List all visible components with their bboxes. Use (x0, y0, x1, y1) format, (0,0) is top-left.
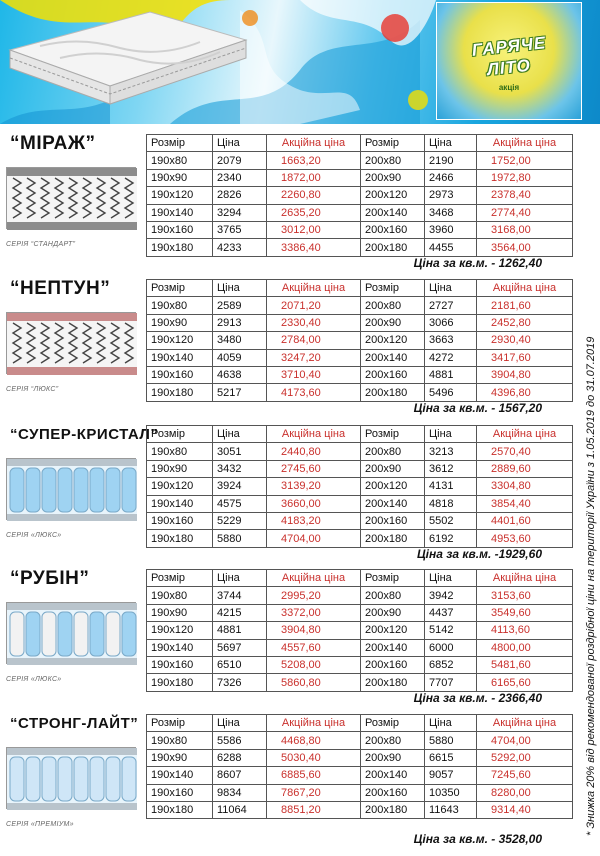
size-cell: 200х160 (361, 784, 425, 801)
price-cell: 2727 (425, 297, 477, 314)
sale-price-cell: 1872,00 (267, 169, 361, 186)
price-table (146, 425, 573, 548)
column-header-sale: Акційна ціна (267, 570, 361, 587)
table-row (147, 767, 573, 784)
size-cell: 200х160 (361, 656, 425, 673)
price-cell: 5496 (425, 384, 477, 401)
size-cell: 200х90 (361, 169, 425, 186)
table-header-row (147, 570, 573, 587)
price-cell: 11643 (425, 801, 477, 818)
table-row (147, 221, 573, 238)
mattress-cross-section-image (6, 167, 136, 229)
sale-price-cell: 3904,80 (477, 366, 573, 383)
sale-price-cell: 2440,80 (267, 443, 361, 460)
size-cell: 200х180 (361, 239, 425, 256)
price-cell: 5502 (425, 512, 477, 529)
price-per-sqm: Ціна за кв.м. -1929,60 (416, 547, 542, 561)
size-cell: 200х80 (361, 297, 425, 314)
sale-price-cell: 2181,60 (477, 297, 573, 314)
mattress-cross-section-image (6, 312, 136, 374)
sale-price-cell: 3564,00 (477, 239, 573, 256)
table-header-row (147, 426, 573, 443)
column-header-size: Розмір (147, 426, 213, 443)
table-row (147, 478, 573, 495)
product-section (0, 422, 580, 567)
promo-title-line1: ГАРЯЧЕ (470, 33, 548, 60)
product-series: СЕРІЯ «ЛЮКС» (6, 532, 62, 539)
price-cell: 3432 (213, 460, 267, 477)
price-cell: 4059 (213, 349, 267, 366)
column-header-size: Розмір (361, 715, 425, 732)
price-cell: 6615 (425, 749, 477, 766)
sale-price-cell: 2570,40 (477, 443, 573, 460)
price-cell: 5880 (213, 530, 267, 547)
column-header-price: Ціна (213, 715, 267, 732)
discount-footnote: * Знижка 20% від рекомендованої роздрібної ціни на території України з 1.05.2019 до 31.07.2019 (585, 336, 597, 836)
size-cell: 190х140 (147, 495, 213, 512)
size-cell: 200х80 (361, 587, 425, 604)
table-row (147, 587, 573, 604)
sale-price-cell: 3854,40 (477, 495, 573, 512)
size-cell: 190х180 (147, 239, 213, 256)
price-cell: 11064 (213, 801, 267, 818)
sale-price-cell: 3168,00 (477, 221, 573, 238)
sale-price-cell: 1663,20 (267, 152, 361, 169)
size-cell: 190х160 (147, 221, 213, 238)
price-cell: 8607 (213, 767, 267, 784)
price-cell: 5880 (425, 732, 477, 749)
price-cell: 6510 (213, 656, 267, 673)
price-cell: 4638 (213, 366, 267, 383)
sale-price-cell: 7867,20 (267, 784, 361, 801)
price-cell: 6192 (425, 530, 477, 547)
size-cell: 200х160 (361, 366, 425, 383)
price-cell: 4131 (425, 478, 477, 495)
price-cell: 3612 (425, 460, 477, 477)
column-header-sale: Акційна ціна (477, 426, 573, 443)
size-cell: 190х80 (147, 297, 213, 314)
mattress-cross-section-image (6, 602, 136, 664)
mattress-cross-section-image (6, 747, 136, 809)
price-cell: 3924 (213, 478, 267, 495)
size-cell: 200х90 (361, 604, 425, 621)
sale-price-cell: 3904,80 (267, 622, 361, 639)
size-cell: 190х180 (147, 801, 213, 818)
sale-price-cell: 5030,40 (267, 749, 361, 766)
sale-price-cell: 3304,80 (477, 478, 573, 495)
column-header-size: Розмір (147, 570, 213, 587)
sale-price-cell: 2930,40 (477, 332, 573, 349)
size-cell: 190х90 (147, 169, 213, 186)
column-header-sale: Акційна ціна (477, 715, 573, 732)
size-cell: 200х140 (361, 767, 425, 784)
table-row (147, 512, 573, 529)
price-cell: 4272 (425, 349, 477, 366)
sale-price-cell: 2071,20 (267, 297, 361, 314)
table-row (147, 384, 573, 401)
sale-price-cell: 2330,40 (267, 314, 361, 331)
sale-price-cell: 3372,00 (267, 604, 361, 621)
column-header-sale: Акційна ціна (267, 280, 361, 297)
column-header-sale: Акційна ціна (477, 280, 573, 297)
price-cell: 4437 (425, 604, 477, 621)
price-cell: 4881 (213, 622, 267, 639)
sale-price-cell: 2784,00 (267, 332, 361, 349)
sale-price-cell: 3012,00 (267, 221, 361, 238)
price-cell: 2826 (213, 187, 267, 204)
size-cell: 190х160 (147, 784, 213, 801)
product-name: “СТРОНГ-ЛАЙТ” (10, 715, 139, 732)
column-header-size: Розмір (147, 280, 213, 297)
size-cell: 190х80 (147, 152, 213, 169)
table-row (147, 332, 573, 349)
price-cell: 3213 (425, 443, 477, 460)
table-row (147, 674, 573, 691)
price-per-sqm: Ціна за кв.м. - 3528,00 (413, 832, 542, 846)
sale-price-cell: 4401,60 (477, 512, 573, 529)
price-cell: 10350 (425, 784, 477, 801)
size-cell: 200х180 (361, 674, 425, 691)
sale-price-cell: 3386,40 (267, 239, 361, 256)
sale-price-cell: 3247,20 (267, 349, 361, 366)
size-cell: 190х80 (147, 443, 213, 460)
table-row (147, 656, 573, 673)
price-cell: 5697 (213, 639, 267, 656)
sale-price-cell: 3549,60 (477, 604, 573, 621)
column-header-price: Ціна (425, 135, 477, 152)
price-cell: 3663 (425, 332, 477, 349)
price-cell: 3942 (425, 587, 477, 604)
sale-price-cell: 2745,60 (267, 460, 361, 477)
table-row (147, 204, 573, 221)
product-series: СЕРІЯ “СТАНДАРТ” (6, 241, 76, 248)
price-per-sqm: Ціна за кв.м. - 2366,40 (413, 691, 542, 705)
product-section (0, 566, 580, 711)
product-section (0, 276, 580, 421)
price-cell: 4455 (425, 239, 477, 256)
sale-price-cell: 4183,20 (267, 512, 361, 529)
size-cell: 200х180 (361, 384, 425, 401)
sale-price-cell: 6885,60 (267, 767, 361, 784)
size-cell: 200х80 (361, 152, 425, 169)
product-name: “СУПЕР-КРИСТАЛ” (10, 426, 159, 443)
table-row (147, 187, 573, 204)
sale-price-cell: 3139,20 (267, 478, 361, 495)
table-row (147, 443, 573, 460)
column-header-sale: Акційна ціна (267, 715, 361, 732)
price-per-sqm: Ціна за кв.м. - 1262,40 (413, 256, 542, 270)
table-row (147, 349, 573, 366)
size-cell: 190х140 (147, 204, 213, 221)
column-header-price: Ціна (425, 280, 477, 297)
price-cell: 6000 (425, 639, 477, 656)
size-cell: 190х140 (147, 767, 213, 784)
sale-price-cell: 2635,20 (267, 204, 361, 221)
sale-price-cell: 4557,60 (267, 639, 361, 656)
size-cell: 190х120 (147, 187, 213, 204)
sale-price-cell: 4113,60 (477, 622, 573, 639)
column-header-size: Розмір (147, 715, 213, 732)
column-header-sale: Акційна ціна (477, 135, 573, 152)
price-cell: 3066 (425, 314, 477, 331)
promo-banner (0, 0, 600, 124)
price-cell: 4818 (425, 495, 477, 512)
price-cell: 4881 (425, 366, 477, 383)
sale-price-cell: 5860,80 (267, 674, 361, 691)
sale-price-cell: 4704,00 (267, 530, 361, 547)
sale-price-cell: 3660,00 (267, 495, 361, 512)
size-cell: 200х90 (361, 460, 425, 477)
sale-price-cell: 3417,60 (477, 349, 573, 366)
size-cell: 200х120 (361, 478, 425, 495)
size-cell: 200х140 (361, 204, 425, 221)
sale-price-cell: 3710,40 (267, 366, 361, 383)
price-cell: 2079 (213, 152, 267, 169)
price-cell: 2973 (425, 187, 477, 204)
price-cell: 4215 (213, 604, 267, 621)
size-cell: 200х180 (361, 530, 425, 547)
price-cell: 6288 (213, 749, 267, 766)
table-header-row (147, 280, 573, 297)
column-header-sale: Акційна ціна (267, 135, 361, 152)
price-cell: 5217 (213, 384, 267, 401)
sale-price-cell: 2889,60 (477, 460, 573, 477)
table-row (147, 239, 573, 256)
price-table (146, 569, 573, 692)
price-per-sqm: Ціна за кв.м. - 1567,20 (413, 401, 542, 415)
size-cell: 190х160 (147, 366, 213, 383)
size-cell: 190х160 (147, 512, 213, 529)
price-cell: 4575 (213, 495, 267, 512)
price-cell: 3744 (213, 587, 267, 604)
size-cell: 190х180 (147, 384, 213, 401)
product-name: “РУБІН” (10, 568, 90, 589)
column-header-price: Ціна (213, 135, 267, 152)
column-header-size: Розмір (361, 426, 425, 443)
price-table (146, 714, 573, 819)
column-header-size: Розмір (361, 135, 425, 152)
table-row (147, 801, 573, 818)
size-cell: 200х160 (361, 512, 425, 529)
mattress-image (0, 0, 250, 108)
size-cell: 200х160 (361, 221, 425, 238)
size-cell: 190х160 (147, 656, 213, 673)
sale-price-cell: 2452,80 (477, 314, 573, 331)
size-cell: 190х90 (147, 749, 213, 766)
price-cell: 9834 (213, 784, 267, 801)
size-cell: 200х90 (361, 314, 425, 331)
sale-price-cell: 4468,80 (267, 732, 361, 749)
promo-subtitle: акція (498, 83, 520, 92)
product-series: СЕРІЯ «ПРЕМІУМ» (6, 821, 74, 828)
size-cell: 190х120 (147, 332, 213, 349)
sale-price-cell: 2995,20 (267, 587, 361, 604)
mattress-cross-section-image (6, 458, 136, 520)
price-cell: 2913 (213, 314, 267, 331)
column-header-size: Розмір (361, 280, 425, 297)
sale-price-cell: 3153,60 (477, 587, 573, 604)
table-row (147, 639, 573, 656)
size-cell: 200х140 (361, 349, 425, 366)
size-cell: 190х180 (147, 530, 213, 547)
price-cell: 3468 (425, 204, 477, 221)
product-name: “МІРАЖ” (10, 133, 96, 154)
price-cell: 2466 (425, 169, 477, 186)
price-cell: 5229 (213, 512, 267, 529)
size-cell: 190х180 (147, 674, 213, 691)
size-cell: 200х120 (361, 622, 425, 639)
promo-badge (436, 2, 582, 120)
column-header-price: Ціна (425, 570, 477, 587)
sale-price-cell: 6165,60 (477, 674, 573, 691)
size-cell: 190х120 (147, 478, 213, 495)
column-header-price: Ціна (425, 426, 477, 443)
table-row (147, 530, 573, 547)
price-cell: 7707 (425, 674, 477, 691)
sale-price-cell: 2774,40 (477, 204, 573, 221)
product-series: СЕРІЯ “ЛЮКС” (6, 386, 59, 393)
price-cell: 4233 (213, 239, 267, 256)
price-cell: 3765 (213, 221, 267, 238)
table-row (147, 152, 573, 169)
sale-price-cell: 1752,00 (477, 152, 573, 169)
sale-price-cell: 7245,60 (477, 767, 573, 784)
product-section (0, 131, 580, 276)
table-row (147, 495, 573, 512)
table-header-row (147, 715, 573, 732)
sale-price-cell: 4704,00 (477, 732, 573, 749)
table-row (147, 314, 573, 331)
size-cell: 190х80 (147, 587, 213, 604)
table-header-row (147, 135, 573, 152)
price-cell: 5142 (425, 622, 477, 639)
sale-price-cell: 2378,40 (477, 187, 573, 204)
product-name: “НЕПТУН” (10, 278, 111, 299)
sale-price-cell: 5481,60 (477, 656, 573, 673)
table-row (147, 297, 573, 314)
price-cell: 3294 (213, 204, 267, 221)
sale-price-cell: 2260,80 (267, 187, 361, 204)
column-header-price: Ціна (213, 280, 267, 297)
table-row (147, 460, 573, 477)
price-cell: 7326 (213, 674, 267, 691)
product-section (0, 711, 580, 856)
price-cell: 9057 (425, 767, 477, 784)
column-header-price: Ціна (213, 570, 267, 587)
sale-price-cell: 4173,60 (267, 384, 361, 401)
table-row (147, 749, 573, 766)
price-cell: 6852 (425, 656, 477, 673)
price-cell: 2340 (213, 169, 267, 186)
size-cell: 190х140 (147, 639, 213, 656)
price-table (146, 279, 573, 402)
price-cell: 3960 (425, 221, 477, 238)
size-cell: 200х120 (361, 332, 425, 349)
price-cell: 2190 (425, 152, 477, 169)
price-cell: 3051 (213, 443, 267, 460)
product-series: СЕРІЯ «ЛЮКС» (6, 676, 62, 683)
size-cell: 190х140 (147, 349, 213, 366)
size-cell: 200х80 (361, 732, 425, 749)
size-cell: 200х90 (361, 749, 425, 766)
price-cell: 2589 (213, 297, 267, 314)
table-row (147, 732, 573, 749)
size-cell: 190х90 (147, 314, 213, 331)
size-cell: 200х120 (361, 187, 425, 204)
column-header-size: Розмір (147, 135, 213, 152)
sale-price-cell: 8280,00 (477, 784, 573, 801)
size-cell: 190х90 (147, 460, 213, 477)
size-cell: 190х90 (147, 604, 213, 621)
sale-price-cell: 5292,00 (477, 749, 573, 766)
table-row (147, 366, 573, 383)
table-row (147, 169, 573, 186)
column-header-sale: Акційна ціна (477, 570, 573, 587)
sale-price-cell: 4396,80 (477, 384, 573, 401)
column-header-size: Розмір (361, 570, 425, 587)
size-cell: 200х180 (361, 801, 425, 818)
price-table (146, 134, 573, 257)
table-row (147, 622, 573, 639)
size-cell: 190х120 (147, 622, 213, 639)
column-header-price: Ціна (425, 715, 477, 732)
sale-price-cell: 8851,20 (267, 801, 361, 818)
size-cell: 190х80 (147, 732, 213, 749)
sale-price-cell: 1972,80 (477, 169, 573, 186)
sale-price-cell: 5208,00 (267, 656, 361, 673)
size-cell: 200х140 (361, 639, 425, 656)
sale-price-cell: 9314,40 (477, 801, 573, 818)
sale-price-cell: 4800,00 (477, 639, 573, 656)
promo-title-line2: ЛІТО (486, 55, 532, 80)
price-cell: 3480 (213, 332, 267, 349)
sale-price-cell: 4953,60 (477, 530, 573, 547)
size-cell: 200х140 (361, 495, 425, 512)
column-header-price: Ціна (213, 426, 267, 443)
table-row (147, 784, 573, 801)
column-header-sale: Акційна ціна (267, 426, 361, 443)
price-cell: 5586 (213, 732, 267, 749)
size-cell: 200х80 (361, 443, 425, 460)
table-row (147, 604, 573, 621)
